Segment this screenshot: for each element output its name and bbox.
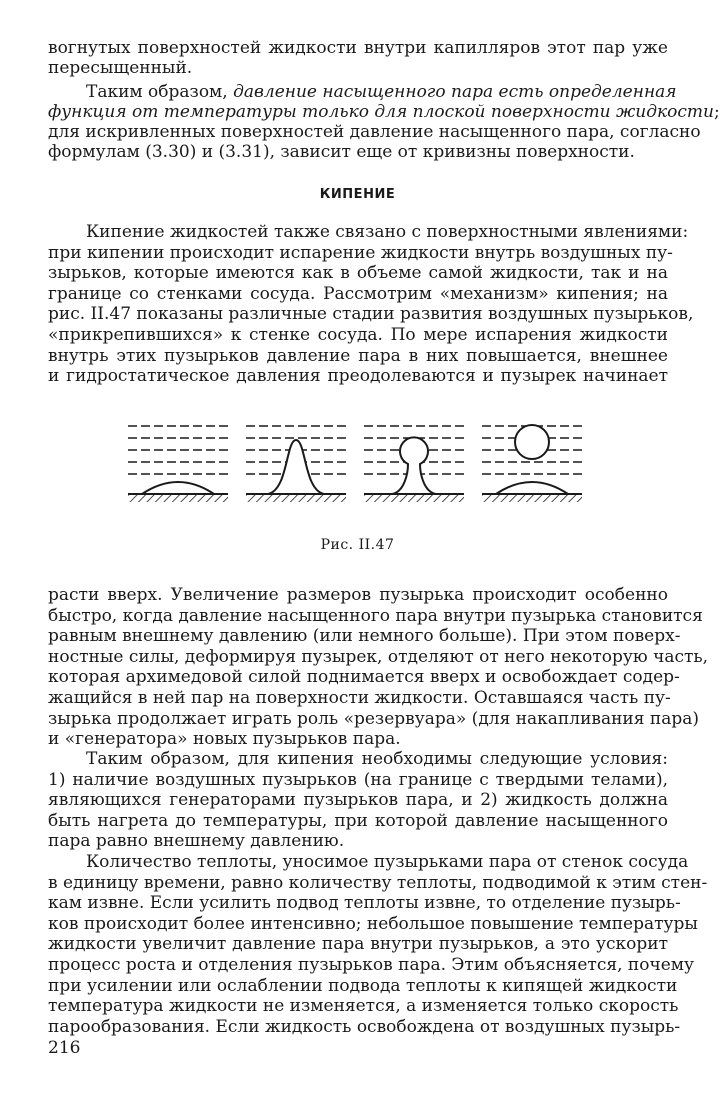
text-line: при усилении или ослаблении подвода теплоты к кипящей жидкости — [48, 975, 678, 996]
text-line: Таким образом, для кипения необходимы следующие условия: — [86, 749, 668, 769]
text-line: пара равно внешнему давлению. — [48, 831, 345, 852]
text-line: и гидростатическое давления преодолеваются и пузырек начинает — [48, 366, 668, 387]
figure-caption: Рис. II.47 — [320, 537, 395, 553]
text-run: Таким образом, — [86, 82, 234, 102]
text-line: формулам (3.30) и (3.31), зависит еще от кривизны поверхности. — [48, 142, 635, 162]
page-number: 216 — [48, 1038, 81, 1058]
text-line: которая архимедовой силой поднимается вверх и освобождает содер- — [48, 667, 680, 688]
text-line: в единицу времени, равно количеству теплоты, подводимой к этим стен- — [48, 872, 708, 893]
text-line: зырьков, которые имеются как в объеме самой жидкости, так и на — [48, 263, 668, 284]
text-line: для искривленных поверхностей давление насыщенного пара, согласно — [48, 122, 701, 142]
italic-run: функция от температуры только для плоской поверхности жидкости — [48, 102, 714, 122]
text-line: парообразования. Если жидкость освобождена от воздушных пузырь- — [48, 1016, 681, 1037]
paragraph-continuation — [48, 38, 668, 58]
text-line: при кипении происходит испарение жидкости внутрь воздушных пу- — [48, 242, 673, 263]
paragraph-pressure-line-4 — [48, 142, 668, 162]
figure-panel-1 — [128, 426, 228, 502]
text-line: «прикрепившихся» к стенке сосуда. По мере испарения жидкости — [48, 325, 668, 345]
text-line: 1) наличие воздушных пузырьков (на границе с твердыми телами), — [48, 769, 668, 790]
text-line: Кипение жидкостей также связано с поверхностными явлениями: — [86, 222, 689, 242]
text-line: вогнутых поверхностей жидкости внутри капилляров этот пар уже — [48, 38, 668, 58]
text-line: быть нагрета до температуры, при которой давление насыщенного — [48, 810, 668, 831]
text-line: Количество теплоты, уносимое пузырьками пара от стенок сосуда — [86, 852, 689, 872]
text-line: внутрь этих пузырьков давление пара в них повышается, внешнее — [48, 345, 668, 366]
figure-bubble-stages — [120, 418, 580, 510]
figure-panel-4 — [482, 425, 582, 502]
text-line: являющихся генераторами пузырьков пара, и 2) жидкость должна — [48, 790, 668, 811]
text-line: границе со стенками сосуда. Рассмотрим «механизм» кипения; на — [48, 283, 668, 304]
text-line: быстро, когда давление насыщенного пара внутри пузырька становится — [48, 605, 703, 626]
paragraph-continuation-end — [48, 58, 668, 78]
text-line: расти вверх. Увеличение размеров пузырька происходит особенно — [48, 585, 668, 605]
text-line: зырька продолжает играть роль «резервуара» (для накапливания пара) — [48, 708, 700, 729]
figure-panel-2 — [246, 426, 346, 502]
text-line: жидкости увеличит давление пара внутри пузырьков, а это ускорит — [48, 934, 668, 955]
text-run: ; — [713, 102, 720, 122]
paragraph-pressure-line-1 — [48, 82, 677, 102]
text-line: ков происходит более интенсивно; небольшое повышение температуры — [48, 913, 698, 934]
paragraph-pressure-line-3 — [48, 122, 701, 142]
paragraph-pressure-line-2 — [48, 102, 720, 122]
text-line: ностные силы, деформируя пузырек, отделяют от него некоторую часть, — [48, 646, 709, 667]
text-line: процесс роста и отделения пузырьков пара. Этим объясняется, почему — [48, 955, 694, 975]
text-line: жащийся в ней пар на поверхности жидкости. Оставшаяся часть пу- — [48, 688, 671, 708]
section-heading: КИПЕНИЕ — [319, 187, 396, 202]
text-line: температура жидкости не изменяется, а изменяется только скорость — [48, 996, 679, 1017]
text-line: и «генератора» новых пузырьков пара. — [48, 729, 401, 750]
text-line: равным внешнему давлению (или немного больше). При этом поверх- — [48, 626, 681, 647]
text-line: рис. II.47 показаны различные стадии развития воздушных пузырьков, — [48, 304, 694, 325]
italic-run: давление насыщенного пара есть определенная — [233, 82, 677, 102]
text-line: кам извне. Если усилить подвод теплоты извне, то отделение пузырь- — [48, 893, 681, 914]
text-line: пересыщенный. — [48, 58, 193, 78]
figure-panel-3 — [364, 426, 464, 502]
